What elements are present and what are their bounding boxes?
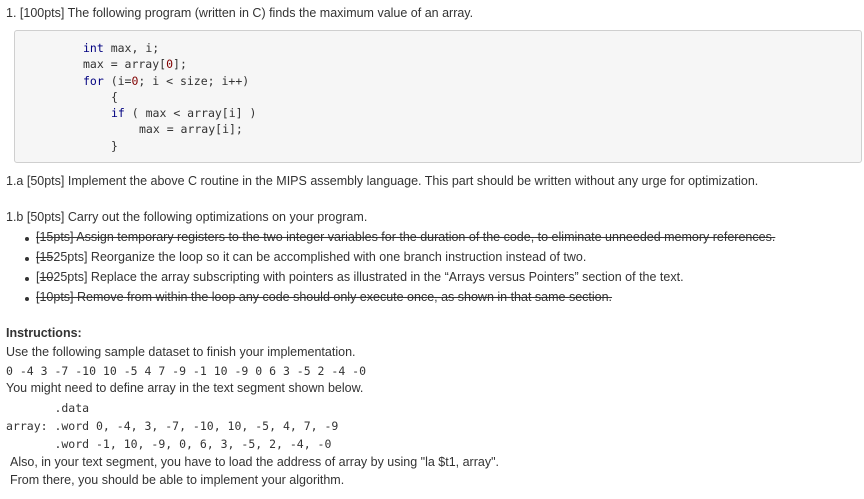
code-block (14, 30, 862, 163)
item-text: Reorganize the loop so it can be accomplished with one branch instruction instead of two. (87, 250, 587, 264)
optimization-item-1: [15pts] Assign temporary registers to the two integer variables for the duration of the code, to eliminate unneeded memory references. (36, 230, 776, 244)
code-line-5 (111, 106, 256, 120)
code-line-6: max = array[i]; (139, 122, 243, 136)
optimization-item-3 (36, 270, 684, 284)
bullet-icon (25, 297, 29, 301)
bullet-icon (25, 237, 29, 241)
question-header: 1. [100pts] The following program (written in C) finds the maximum value of an array. (6, 6, 474, 20)
optimization-item-2 (36, 250, 586, 264)
code-line-1 (83, 41, 159, 55)
array-definition-1: array: .word 0, -4, 3, -7, -10, 10, -5, 4, 7, -9 (6, 419, 339, 433)
code-line-2 (83, 57, 187, 71)
sample-dataset: 0 -4 3 -7 -10 10 -5 4 7 -9 -1 10 -9 0 6 3 -5 2 -4 -0 (6, 364, 367, 378)
code-text: max = array[ (83, 57, 167, 71)
code-keyword: for (83, 74, 104, 88)
bullet-icon (25, 257, 29, 261)
code-text: max, i; (103, 41, 160, 55)
points: 25pts] (53, 270, 88, 284)
code-text: (i= (103, 74, 132, 88)
item-text: Replace the array subscripting with pointers as illustrated in the “Arrays versus Pointers” section of the text. (87, 270, 684, 284)
part-a-text: 1.a [50pts] Implement the above C routine in the MIPS assembly language. This part should be written without any urge for optimization. (6, 174, 759, 188)
instructions-line-2: You might need to define array in the text segment shown below. (6, 381, 364, 395)
data-directive: .data (6, 401, 90, 415)
code-text: ]; (173, 57, 187, 71)
code-line-4: { (111, 90, 118, 104)
bracket: [ (36, 270, 40, 284)
code-keyword: if (111, 106, 125, 120)
struck-points: 10 (39, 270, 54, 284)
points: 25pts] (53, 250, 88, 264)
instructions-title: Instructions: (6, 326, 82, 340)
code-number: 0 (166, 57, 174, 71)
array-definition-2: .word -1, 10, -9, 0, 6, 3, -5, 2, -4, -0 (6, 437, 332, 451)
code-line-3 (83, 74, 249, 88)
optimization-item-4: [10pts] Remove from within the loop any code should only execute once, as shown in that same section. (36, 290, 613, 304)
instructions-line-4: From there, you should be able to implement your algorithm. (10, 473, 345, 487)
code-text: ; i < size; i++) (138, 74, 250, 88)
code-line-7: } (111, 139, 118, 153)
bullet-icon (25, 277, 29, 281)
code-number: 0 (131, 74, 139, 88)
instructions-line-3: Also, in your text segment, you have to load the address of array by using "la $t1, array". (10, 455, 499, 469)
code-keyword: int (83, 41, 104, 55)
part-b-intro: 1.b [50pts] Carry out the following optimizations on your program. (6, 210, 368, 224)
instructions-line-1: Use the following sample dataset to finish your implementation. (6, 345, 356, 359)
struck-points: [15 (36, 250, 54, 264)
code-text: ( max < array[i] ) (124, 106, 257, 120)
